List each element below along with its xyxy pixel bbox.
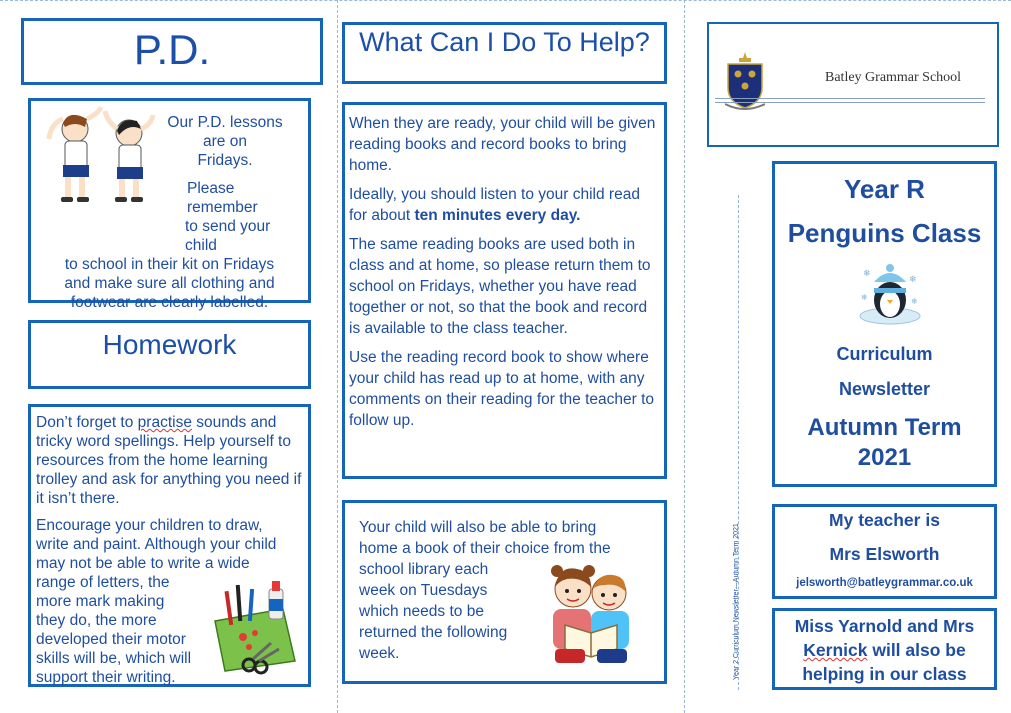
library-info-box	[342, 500, 667, 684]
homework-title: Homework	[102, 329, 237, 360]
pd-line: to school in their kit on Fridays	[64, 256, 275, 273]
helpers-line: Kernick will also be	[803, 640, 966, 660]
library-line: which needs to be	[359, 603, 484, 620]
school-logo-box	[707, 22, 999, 147]
library-line: week.	[359, 645, 400, 662]
pd-info-box	[28, 98, 311, 311]
homework-line: may not be able to write a wide	[36, 555, 250, 572]
art-supplies-icon	[209, 579, 303, 675]
penguin-icon	[857, 262, 923, 326]
helpers-line: Miss Yarnold and Mrs	[794, 616, 975, 636]
reading-text	[349, 113, 661, 439]
reading-paragraph-1: When they are ready, your child will be given reading books and record books to bring home.	[349, 115, 656, 174]
curriculum-label: Curriculum	[836, 344, 933, 364]
teacher-email: jelsworth@batleygrammar.co.uk	[796, 577, 973, 589]
library-line: week on Tuesdays	[359, 582, 488, 599]
library-line: school library each	[359, 561, 489, 578]
pd-line: Our P.D. lessons	[167, 114, 283, 131]
library-line: returned the following	[359, 624, 508, 641]
svg-text:❄: ❄	[861, 293, 868, 302]
term-label: Autumn Term	[807, 414, 962, 441]
help-title-box	[342, 22, 667, 84]
pd-line: to send your child	[185, 218, 271, 254]
library-line: home a book of their choice from the	[359, 540, 611, 557]
reading-info-box	[342, 102, 667, 479]
class-title-box	[772, 161, 997, 487]
teacher-label: My teacher is	[829, 510, 940, 530]
helpers-box	[772, 608, 997, 690]
library-line: Your child will also be able to bring	[359, 519, 597, 536]
pd-title-box	[21, 18, 323, 85]
homework-line: developed their motor	[36, 631, 186, 648]
logo-rule	[715, 102, 985, 103]
homework-line: range of letters, the	[36, 574, 170, 591]
page-top-guide	[0, 0, 1011, 1]
homework-title-box	[28, 320, 311, 389]
homework-line: Encourage your children to draw,	[36, 517, 263, 534]
reading-paragraph-2: Ideally, you should listen to your child read for about ten minutes every day.	[349, 186, 640, 224]
vertical-footer-text: Year 2 Curriculum Newsletter—Autumn Term 2021	[733, 523, 740, 680]
homework-info-box	[28, 404, 311, 687]
helpers-text	[775, 614, 994, 686]
newsletter-label: Newsletter	[838, 379, 931, 399]
homework-line: skills will be, which will	[36, 650, 192, 667]
svg-text:❄: ❄	[911, 297, 918, 306]
helpers-line: helping in our class	[802, 664, 967, 684]
logo-rule	[715, 98, 985, 99]
homework-line: they do, the more	[36, 612, 157, 629]
pd-title: P.D.	[133, 26, 211, 73]
year-title: Year R	[844, 174, 925, 204]
reading-paragraph-3: The same reading books are used both in class and at home, so please return them to school on Fridays, whether you have read together or not, so that the book and record is available to the class teacher.	[349, 236, 651, 337]
homework-paragraph-1: Don’t forget to practise sounds and tricky word spellings. Help yourself to resources from the home learning trolley and ask for anything you need if it isn’t there.	[36, 414, 302, 507]
homework-line: write and paint. Although your child	[36, 536, 277, 553]
help-title: What Can I Do To Help?	[359, 27, 650, 57]
pd-text-top	[161, 113, 289, 170]
svg-text:❄: ❄	[909, 275, 917, 285]
reading-paragraph-4: Use the reading record book to show where your child has read up to at home, with any comments on their reading for the teacher to follow up.	[349, 349, 654, 429]
svg-text:❄: ❄	[863, 269, 871, 279]
fold-guide-2	[684, 0, 685, 713]
school-name: Batley Grammar School	[825, 70, 962, 85]
pd-line: Please remember	[187, 180, 258, 216]
homework-line: more mark making	[36, 593, 165, 610]
pd-text-bottom	[37, 179, 302, 312]
term-year-label: 2021	[857, 444, 912, 471]
fold-guide-1	[337, 0, 338, 713]
pd-line: Fridays.	[197, 152, 253, 169]
pd-line: and make sure all clothing and	[64, 275, 275, 292]
pd-line: are on	[203, 133, 247, 150]
homework-line: support their writing.	[36, 669, 176, 686]
teacher-name: Mrs Elsworth	[829, 544, 940, 564]
class-name-title: Penguins Class	[787, 218, 982, 248]
pd-line: footwear are clearly labelled.	[70, 294, 269, 311]
reading-children-icon	[547, 559, 635, 669]
teacher-box	[772, 504, 997, 599]
